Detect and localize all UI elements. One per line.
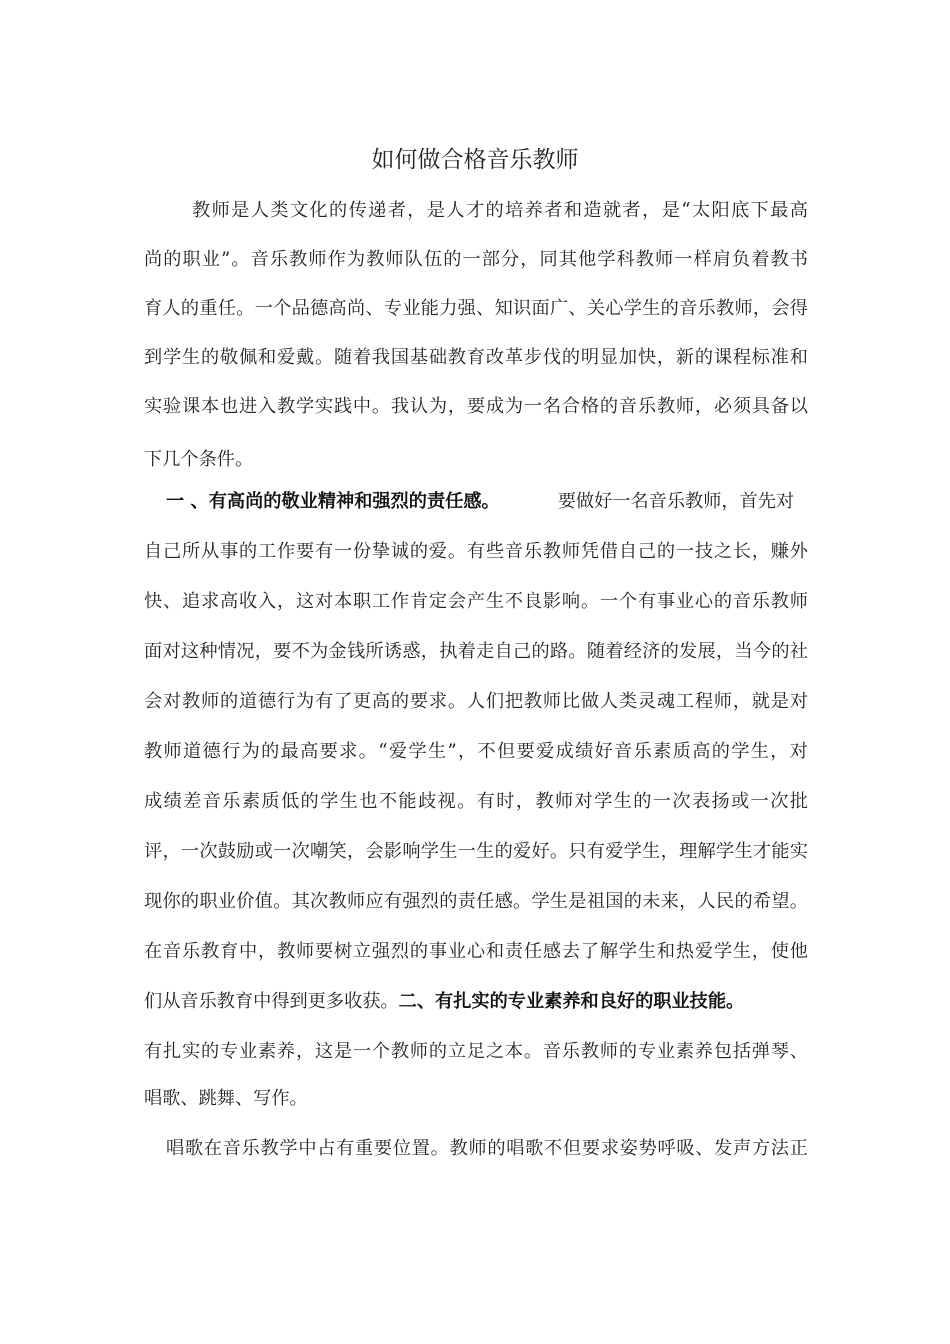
section-1-line-7: 成绩差音乐素质低的学生也不能歧视。有时，教师对学生的一次表扬或一次批 — [144, 791, 808, 812]
section-1-heading: 一 、有高尚的敬业精神和强烈的责任感。 — [166, 491, 500, 512]
section-1-line-3: 快、追求高收入，这对本职工作肯定会产生不良影响。一个有事业心的音乐教师 — [144, 591, 808, 612]
section-1-line-11: 们从音乐教育中得到更多收获。二、有扎实的专业素养和良好的职业技能。 — [144, 991, 745, 1012]
paragraph-1-line-1: 教师是人类文化的传递者，是人才的培养者和造就者，是“太阳底下最高 — [192, 200, 808, 221]
section-1-line-5: 会对教师的道德行为有了更高的要求。人们把教师比做人类灵魂工程师，就是对 — [144, 691, 808, 712]
paragraph-1-line-5: 实验课本也进入教学实践中。我认为，要成为一名合格的音乐教师，必须具备以 — [144, 396, 808, 417]
section-1-line-8: 评，一次鼓励或一次嘲笑，会影响学生一生的爱好。只有爱学生，理解学生才能实 — [144, 841, 808, 862]
section-2-line-2: 唱歌、跳舞、写作。 — [144, 1088, 308, 1109]
section-1-line-10: 在音乐教育中，教师要树立强烈的事业心和责任感去了解学生和热爱学生，使他 — [144, 941, 808, 962]
section-1-line-2: 自己所从事的工作要有一份挚诚的爱。有些音乐教师凭借自己的一技之长，赚外 — [144, 541, 808, 562]
section-1-line-1: 一 、有高尚的敬业精神和强烈的责任感。 要做好一名音乐教师，首先对 — [166, 491, 795, 512]
section-2-line-1: 有扎实的专业素养，这是一个教师的立足之本。音乐教师的专业素养包括弹琴、 — [144, 1041, 808, 1062]
paragraph-1-line-2: 尚的职业”。音乐教师作为教师队伍的一部分，同其他学科教师一样肩负着教书 — [144, 249, 808, 270]
section-1-line-9: 现你的职业价值。其次教师应有强烈的责任感。学生是祖国的未来，人民的希望。 — [144, 891, 808, 912]
paragraph-1-line-3: 育人的重任。一个品德高尚、专业能力强、知识面广、关心学生的音乐教师，会得 — [144, 298, 808, 319]
paragraph-1-line-4: 到学生的敬佩和爱戴。随着我国基础教育改革步伐的明显加快，新的课程标准和 — [144, 347, 808, 368]
document-title: 如何做合格音乐教师 — [371, 147, 579, 173]
section-1-line-4: 面对这种情况，要不为金钱所诱惑，执着走自己的路。随着经济的发展，当今的社 — [144, 641, 808, 662]
paragraph-1-line-6: 下几个条件。 — [144, 449, 254, 470]
section-2-heading: 二、有扎实的专业素养和良好的职业技能。 — [398, 991, 745, 1012]
paragraph-singing-line-1: 唱歌在音乐教学中占有重要位置。教师的唱歌不但要求姿势呼吸、发声方法正 — [166, 1138, 808, 1159]
section-1-line-6: 教师道德行为的最高要求。“爱学生”，不但要爱成绩好音乐素质高的学生，对 — [144, 741, 808, 762]
